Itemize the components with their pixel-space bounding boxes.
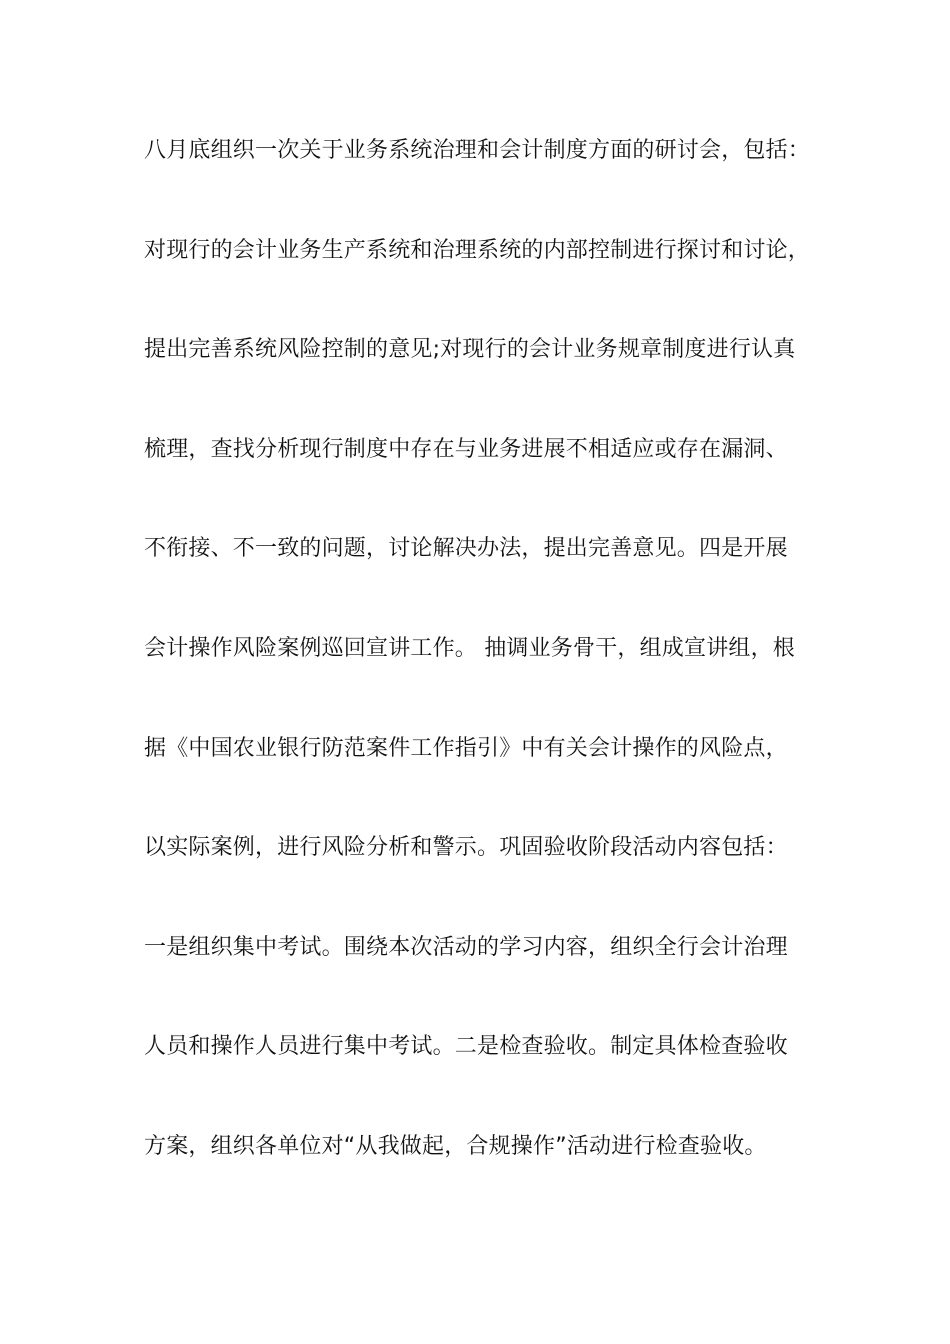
text-line-4: 梳理，查找分析现行制度中存在与业务进展不相适应或存在漏洞、 <box>144 436 788 462</box>
body-text <box>144 128 824 1224</box>
text-line-7: 据《中国农业银行防范案件工作指引》中有关会计操作的风险点， <box>144 735 788 761</box>
text-line-1: 八月底组织一次关于业务系统治理和会计制度方面的研讨会，包括： <box>144 138 811 163</box>
text-line-3: 提出完善系统风险控制的意见;对现行的会计业务规章制度进行认真 <box>144 337 796 363</box>
text-line-9: 一是组织集中考试。围绕本次活动的学习内容，组织全行会计治理 <box>144 934 788 960</box>
text-line-11: 方案，组织各单位对“从我做起，合规操作”活动进行检查验收。 <box>144 1133 767 1159</box>
text-line-6: 会计操作风险案例巡回宣讲工作。 抽调业务骨干，组成宣讲组，根 <box>144 635 795 661</box>
text-line-10: 人员和操作人员进行集中考试。二是检查验收。制定具体检查验收 <box>144 1034 788 1060</box>
text-line-8: 以实际案例，进行风险分析和警示。巩固验收阶段活动内容包括： <box>144 835 788 861</box>
text-line-2: 对现行的会计业务生产系统和治理系统的内部控制进行探讨和讨论， <box>144 237 811 263</box>
text-line-5: 不衔接、不一致的问题，讨论解决办法，提出完善意见。四是开展 <box>144 536 788 562</box>
